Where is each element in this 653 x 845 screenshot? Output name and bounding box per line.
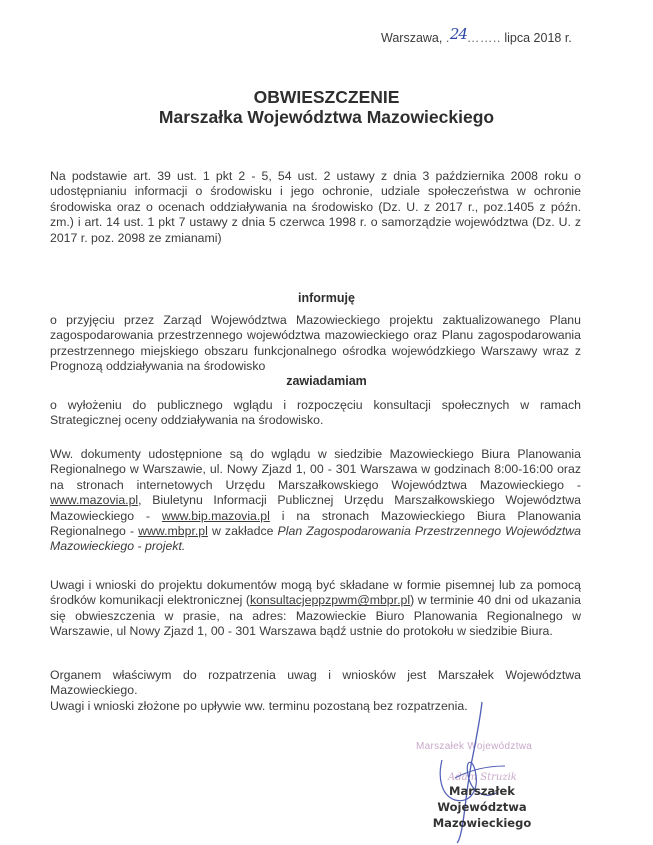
- authority-paragraph: Organem właściwym do rozpatrzenia uwag i wniosków jest Marszałek Województwa Mazowieckiego.: [50, 668, 581, 698]
- date-dots-leading: .: [445, 31, 450, 45]
- documents-paragraph: [50, 447, 581, 555]
- section-heading-notify: zawiadamiam: [286, 374, 367, 388]
- comments-text-1: Uwagi i wnioski do projektu dokumentów mogą być składane w formie pisemnej lub za pomocą środków komunikacji elektronicznej (: [50, 578, 581, 608]
- legal-basis-paragraph: Na podstawie art. 39 ust. 1 pkt 2 - 5, 54 ust. 2 ustawy z dnia 3 października 2008 roku o udostępnianiu informacji o środowisku i jego ochronie, udziale społeczeństwa w ochronie środowiska oraz o ocenach oddziaływania na środowisko (Dz. U. z 2017 r., poz.1405 z późn. zm.) i art. 14 ust. 1 pkt 7 ustawy z dnia 5 czerwca 1998 r. o samorządzie województwa (Dz. U. z 2017 r. poz. 2098 ze zmianami): [50, 169, 581, 245]
- inform-paragraph: o przyjęciu przez Zarząd Województwa Mazowieckiego projektu zaktualizowanego Planu zagospodarowania przestrzennego województwa mazowieckiego oraz Planu zagospodarowania przestrzennego miejskiego obszaru funkcjonalnego ośrodka wojewódzkiego Warszawy wraz z Prognozą oddziaływania na środowisko: [50, 313, 581, 374]
- comments-text-2: ) w terminie 40 dni od ukazania się obwieszczenia w prasie, na adres: Mazowieckie Biuro Planowania Regionalnego w Warszawie, ul Nowy Zjazd 1, 00 - 301 Warszawa bądź ustnie do protokołu w siedzibie Biura.: [50, 593, 582, 639]
- documents-text-4: w zakładce: [207, 524, 278, 539]
- stamp-name: Adam Struzik: [448, 772, 517, 783]
- documents-text-2: , Biuletynu Informacji Publicznej Urzędu Marszałkowskiego Województwa Mazowieckiego -: [50, 493, 581, 523]
- section-heading-inform: informuję: [298, 291, 355, 305]
- deadline-note: Uwagi i wnioski złożone po upływie ww. terminu pozostaną bez rozpatrzenia.: [50, 699, 468, 713]
- documents-text-1: Ww. dokumenty udostępnione są do wglądu w siedzibie Mazowieckiego Biura Planowania Regionalnego w Warszawie, ul. Nowy Zjazd 1, 00 - 301 Warszawa w godzinach 8:00-16:00 oraz na stronach internetowych Urzędu Marszałkowskiego Województwa Mazowieckiego -: [50, 447, 581, 492]
- documents-text-3: i na stronach Mazowieckiego Biura Planowania Regionalnego -: [50, 508, 581, 539]
- signatory-title: [392, 783, 572, 831]
- document-subtitle: Marszałka Województwa Mazowieckiego: [158, 107, 495, 127]
- handwritten-day: 24: [449, 25, 467, 43]
- comments-paragraph: [50, 578, 581, 640]
- documents-tab-name: Plan Zagospodarowania Przestrzennego Województwa Mazowieckiego - projekt.: [50, 524, 581, 554]
- document-title: OBWIESZCZENIE: [253, 87, 400, 107]
- date-month-year: lipca 2018 r.: [504, 31, 572, 45]
- stamp-title: Marszałek Województwa: [416, 741, 533, 752]
- date-dots: ……..: [466, 31, 501, 45]
- signatory-title-line-1: Marszałek: [449, 784, 515, 798]
- link-mazovia[interactable]: www.mazovia.pl: [50, 493, 139, 508]
- signatory-title-line-2: Województwa Mazowieckiego: [432, 800, 532, 830]
- email-link[interactable]: konsultacjeppzpwm@mbpr.pl: [249, 593, 411, 608]
- link-bip-mazovia[interactable]: www.bip.mazovia.pl: [161, 508, 270, 523]
- date-place: Warszawa,: [381, 31, 443, 45]
- link-mbpr[interactable]: www.mbpr.pl: [138, 524, 208, 539]
- notify-paragraph: o wyłożeniu do publicznego wglądu i rozpoczęciu konsultacji społecznych w ramach Strategicznej oceny oddziaływania na środowisko.: [50, 398, 581, 428]
- document-date: [381, 25, 572, 46]
